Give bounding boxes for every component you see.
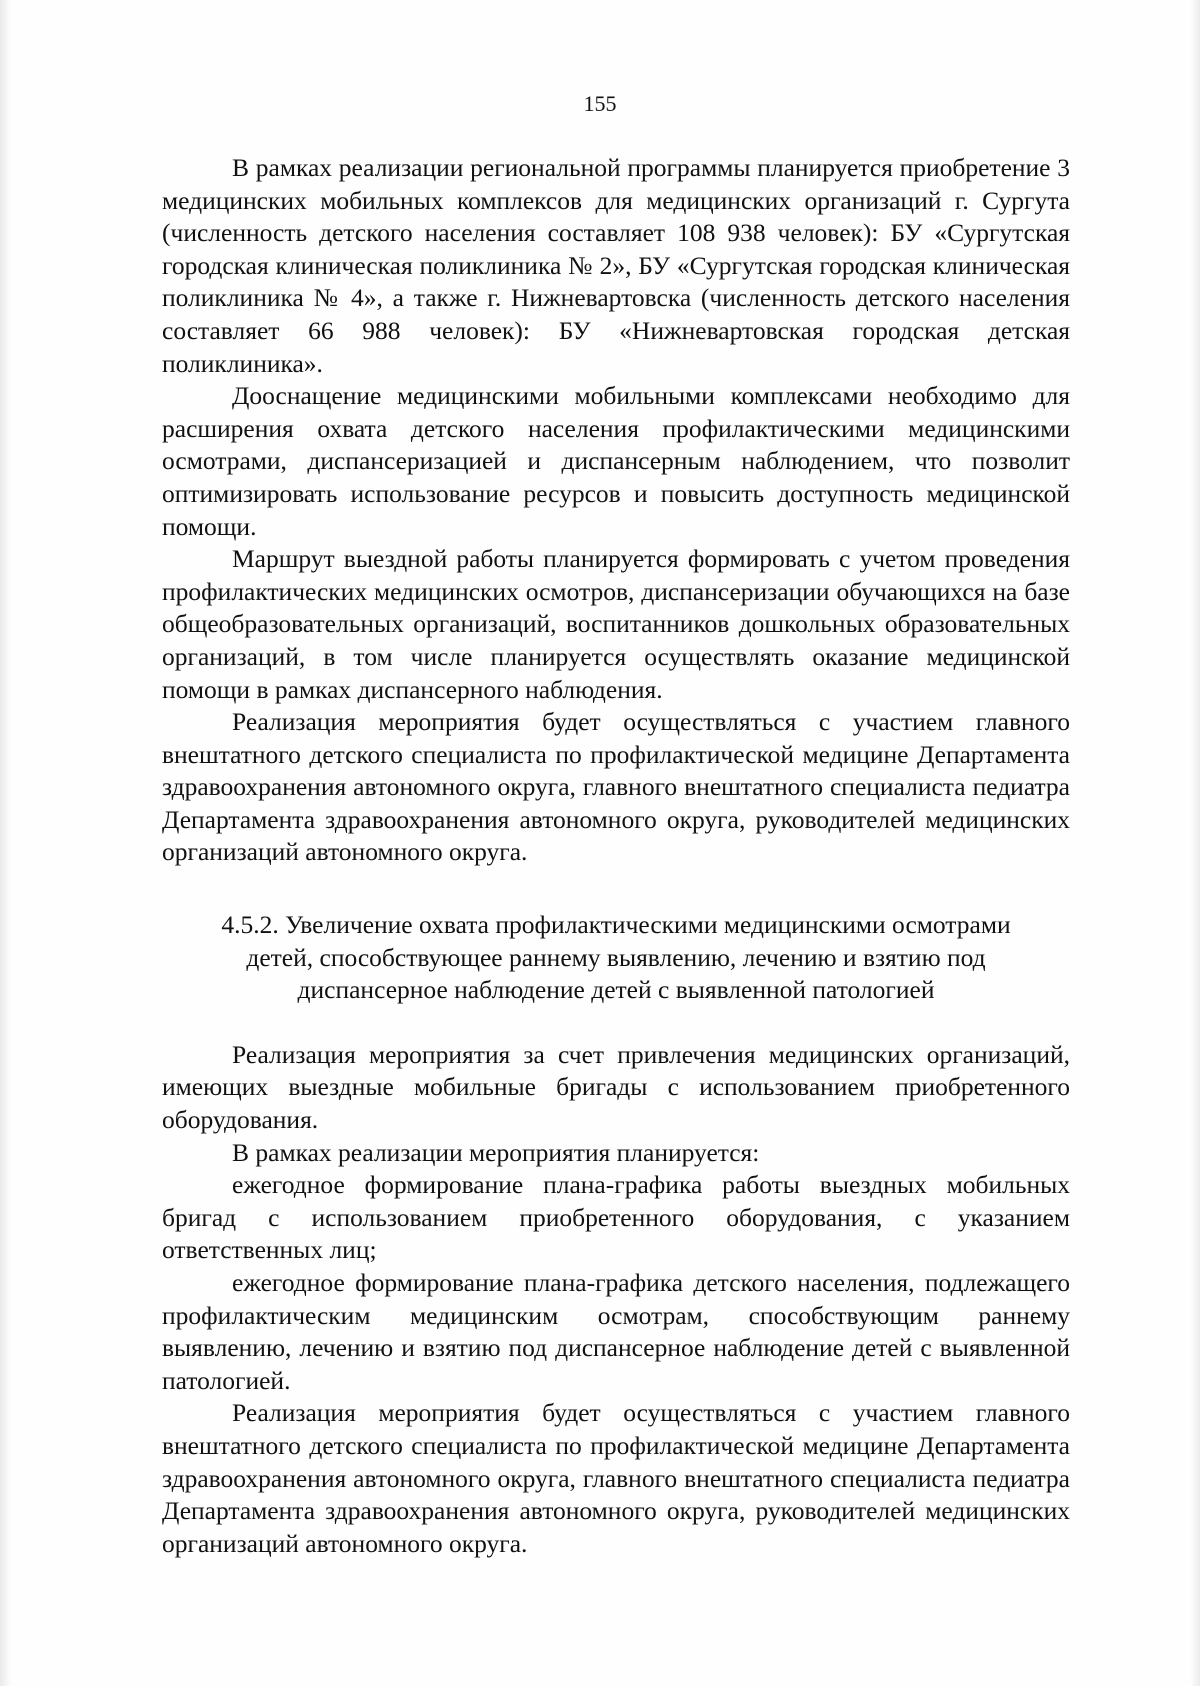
scan-edge-right [1190, 0, 1200, 1686]
section-heading-line: детей, способствующее раннему выявлению, лечению и взятию под [246, 942, 986, 972]
page-number: 155 [583, 91, 617, 116]
section-heading-line: 4.5.2. Увеличение охвата профилактическими медицинскими осмотрами [221, 910, 1011, 940]
paragraph: В рамках реализации региональной программы планируется приобретение 3 медицинских мобильных комплексов для медицинских организаций г. Сургута (численность детского населения составляет 108 938 человек): БУ «Сургутская городская клиническая поликлиника № 2», БУ «Сургутская городская клиническая поликлиника № 4», а также г. Нижневартовска (численность детского населения составляет 66 988 человек): БУ «Нижневартовская городская детская поликлиника». [162, 153, 1070, 378]
paragraph: Реализация мероприятия будет осуществляться с участием главного внештатного детского специалиста по профилактической медицине Департамента здравоохранения автономного округа, главного внештатного специалиста педиатра Департамента здравоохранения автономного округа, руководителей медицинских организаций автономного округа. [162, 707, 1070, 867]
document-body [162, 152, 1070, 1560]
paragraph: Дооснащение медицинскими мобильными комплексами необходимо для расширения охвата детского населения профилактическими медицинскими осмотрами, диспансеризацией и диспансерным наблюдением, что позволит оптимизировать использование ресурсов и повысить доступность медицинской помощи. [162, 381, 1070, 541]
paragraph: Реализация мероприятия за счет привлечения медицинских организаций, имеющих выездные мобильные бригады с использованием приобретенного оборудования. [162, 1039, 1070, 1135]
list-item-paragraph: ежегодное формирование плана-графика работы выездных мобильных бригад с использованием приобретенного оборудования, с указанием ответственных лиц; [162, 1170, 1070, 1265]
paragraph: В рамках реализации мероприятия планируется: [232, 1137, 760, 1167]
list-item-paragraph: ежегодное формирование плана-графика детского населения, подлежащего профилактическим медицинским осмотрам, способствующим раннему выявлению, лечению и взятию под диспансерное наблюдение детей с выявленной патологией. [162, 1268, 1070, 1395]
section-heading [162, 909, 1070, 1007]
section-heading-line: диспансерное наблюдение детей с выявленной патологией [297, 975, 935, 1005]
paragraph: Реализация мероприятия будет осуществляться с участием главного внештатного детского специалиста по профилактической медицине Департамента здравоохранения автономного округа, главного внештатного специалиста педиатра Департамента здравоохранения автономного округа, руководителей медицинских организаций автономного округа. [162, 1398, 1070, 1558]
scan-edge-left [0, 0, 14, 1686]
paragraph: Маршрут выездной работы планируется формировать с учетом проведения профилактических медицинских осмотров, диспансеризации обучающихся на базе общеобразовательных организаций, воспитанников дошкольных образовательных организаций, в том числе планируется осуществлять оказание медицинской помощи в рамках диспансерного наблюдения. [162, 544, 1070, 704]
